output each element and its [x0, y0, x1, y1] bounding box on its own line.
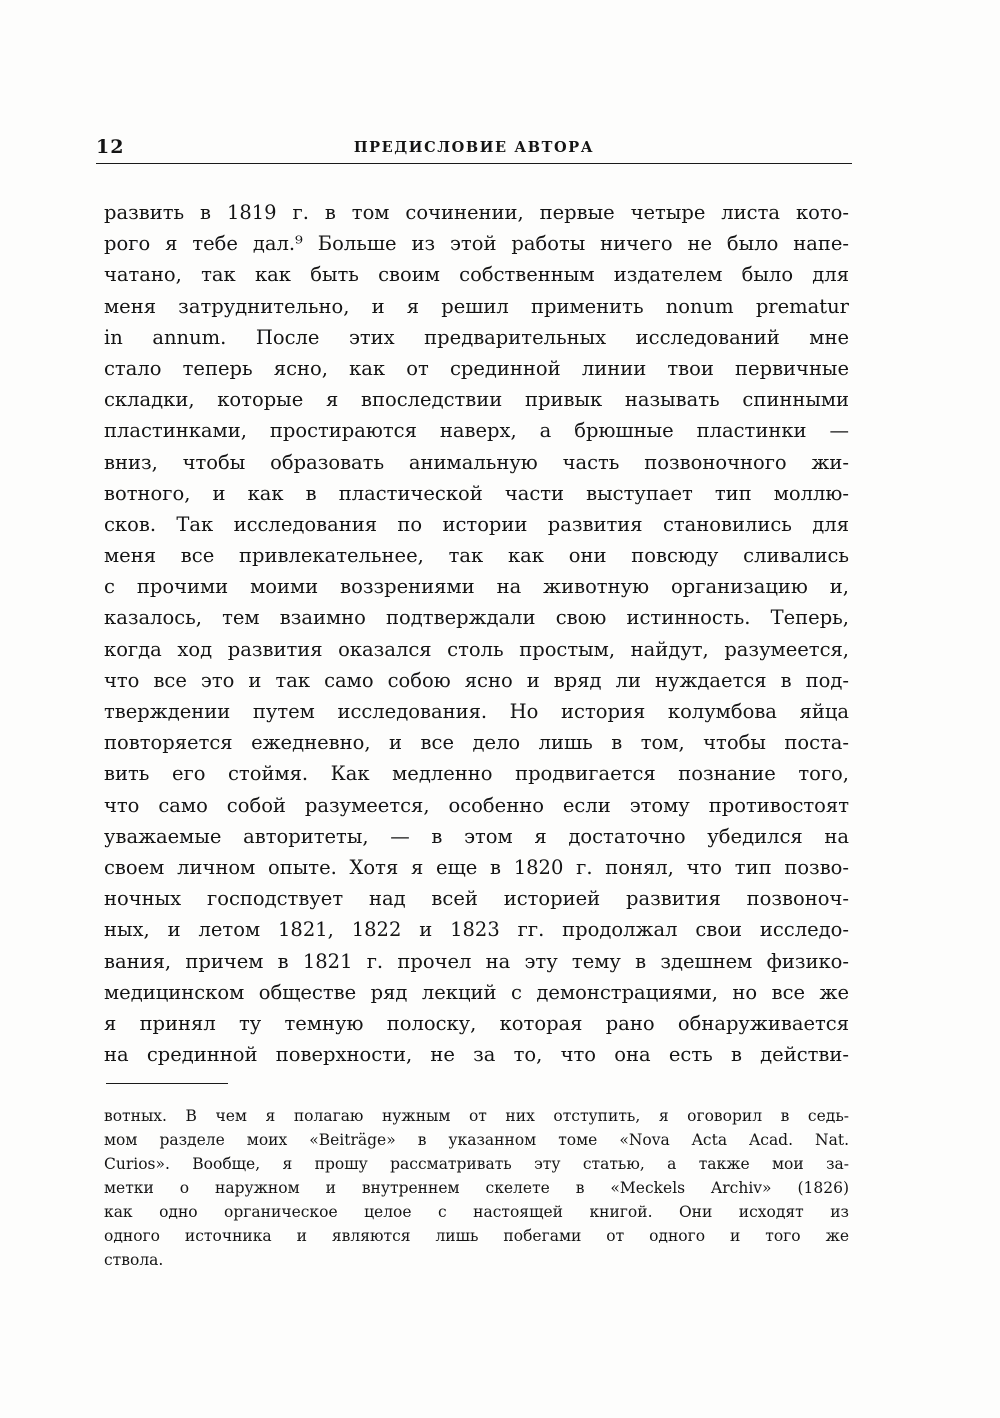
header-rule [96, 163, 852, 164]
text-line: на срединной поверхности, не за то, что она есть в действи- [104, 1043, 849, 1067]
footnote [104, 1104, 849, 1272]
text-line: вания, причем в 1821 г. прочел на эту тему в здешнем физико- [104, 949, 849, 973]
footnote-line: ствола. [104, 1251, 164, 1269]
text-line: с прочими моими воззрениями на животную организацию и, [104, 575, 849, 599]
footnote-line: вотных. В чем я полагаю нужным от них отступить, я оговорил в седь- [104, 1107, 849, 1125]
text-line: что само собой разумеется, особенно если этому противостоят [104, 793, 849, 817]
text-line: in annum. После этих предварительных исследований мне [104, 325, 849, 349]
text-line: рого я тебе дал.⁹ Больше из этой работы ничего не было напе- [104, 232, 849, 256]
text-line: сков. Так исследования по истории развития становились для [104, 512, 849, 536]
text-line: повторяется ежедневно, и все дело лишь в том, чтобы поста- [104, 731, 849, 755]
page-header [96, 134, 852, 164]
text-line: медицинском обществе ряд лекций с демонстрациями, но все же [104, 980, 849, 1004]
text-line: я принял ту темную полоску, которая рано обнаруживается [104, 1011, 849, 1035]
text-line: складки, которые я впоследствии привык называть спинными [104, 388, 849, 412]
text-line: что все это и так само собою ясно и вряд ли нуждается в под- [104, 668, 849, 692]
text-line: меня все привлекательнее, так как они повсюду сливались [104, 544, 849, 568]
text-line: стало теперь ясно, как от срединной линии твои первичные [104, 356, 849, 380]
text-line: казалось, тем взаимно подтверждали свою истинность. Теперь, [104, 606, 849, 630]
text-line: уважаемые авторитеты, — в этом я достаточно убедился на [104, 824, 849, 848]
footnote-line: одного источника и являются лишь побегами от одного и того же [104, 1227, 849, 1245]
text-line: меня затруднительно, и я решил применить nonum prematur [104, 294, 849, 318]
footnote-line: мом разделе моих «Beiträge» в указанном томе «Nova Acta Acad. Nat. [104, 1131, 849, 1149]
page-number: 12 [96, 136, 125, 158]
text-line: ных, и летом 1821, 1822 и 1823 гг. продолжал свои исследо- [104, 918, 849, 942]
text-line: пластинками, простираются наверх, а брюшные пластинки — [104, 419, 849, 443]
text-line: вотного, и как в пластической части выступает тип моллю- [104, 481, 849, 505]
text-line: тверждении путем исследования. Но история колумбова яйца [104, 700, 849, 723]
running-title: ПРЕДИСЛОВИЕ АВТОРА [353, 139, 595, 156]
footnote-line: как одно органическое целое с настоящей книгой. Они исходят из [104, 1203, 849, 1221]
text-line: вниз, чтобы образовать анимальную часть позвоночного жи- [104, 450, 849, 474]
text-line: чатано, так как быть своим собственным издателем было для [104, 263, 849, 287]
text-line: когда ход развития оказался столь простым, найдут, разумеется, [104, 637, 849, 661]
footnote-line: метки о наружном и внутреннем скелете в «Meckels Archiv» (1826) [104, 1179, 849, 1197]
text-line: ночных господствует над всей историей развития позвоноч- [104, 887, 849, 911]
text-line: вить его стоймя. Как медленно продвигается познание того, [104, 762, 849, 786]
main-text [104, 197, 849, 1070]
footnote-rule [106, 1083, 228, 1084]
text-line: развить в 1819 г. в том сочинении, первые четыре листа кото- [104, 201, 849, 224]
text-line: своем личном опыте. Хотя я еще в 1820 г. понял, что тип позво- [104, 855, 849, 879]
footnote-line: Curios». Вообще, я прошу рассматривать эту статью, а также мои за- [104, 1155, 849, 1173]
